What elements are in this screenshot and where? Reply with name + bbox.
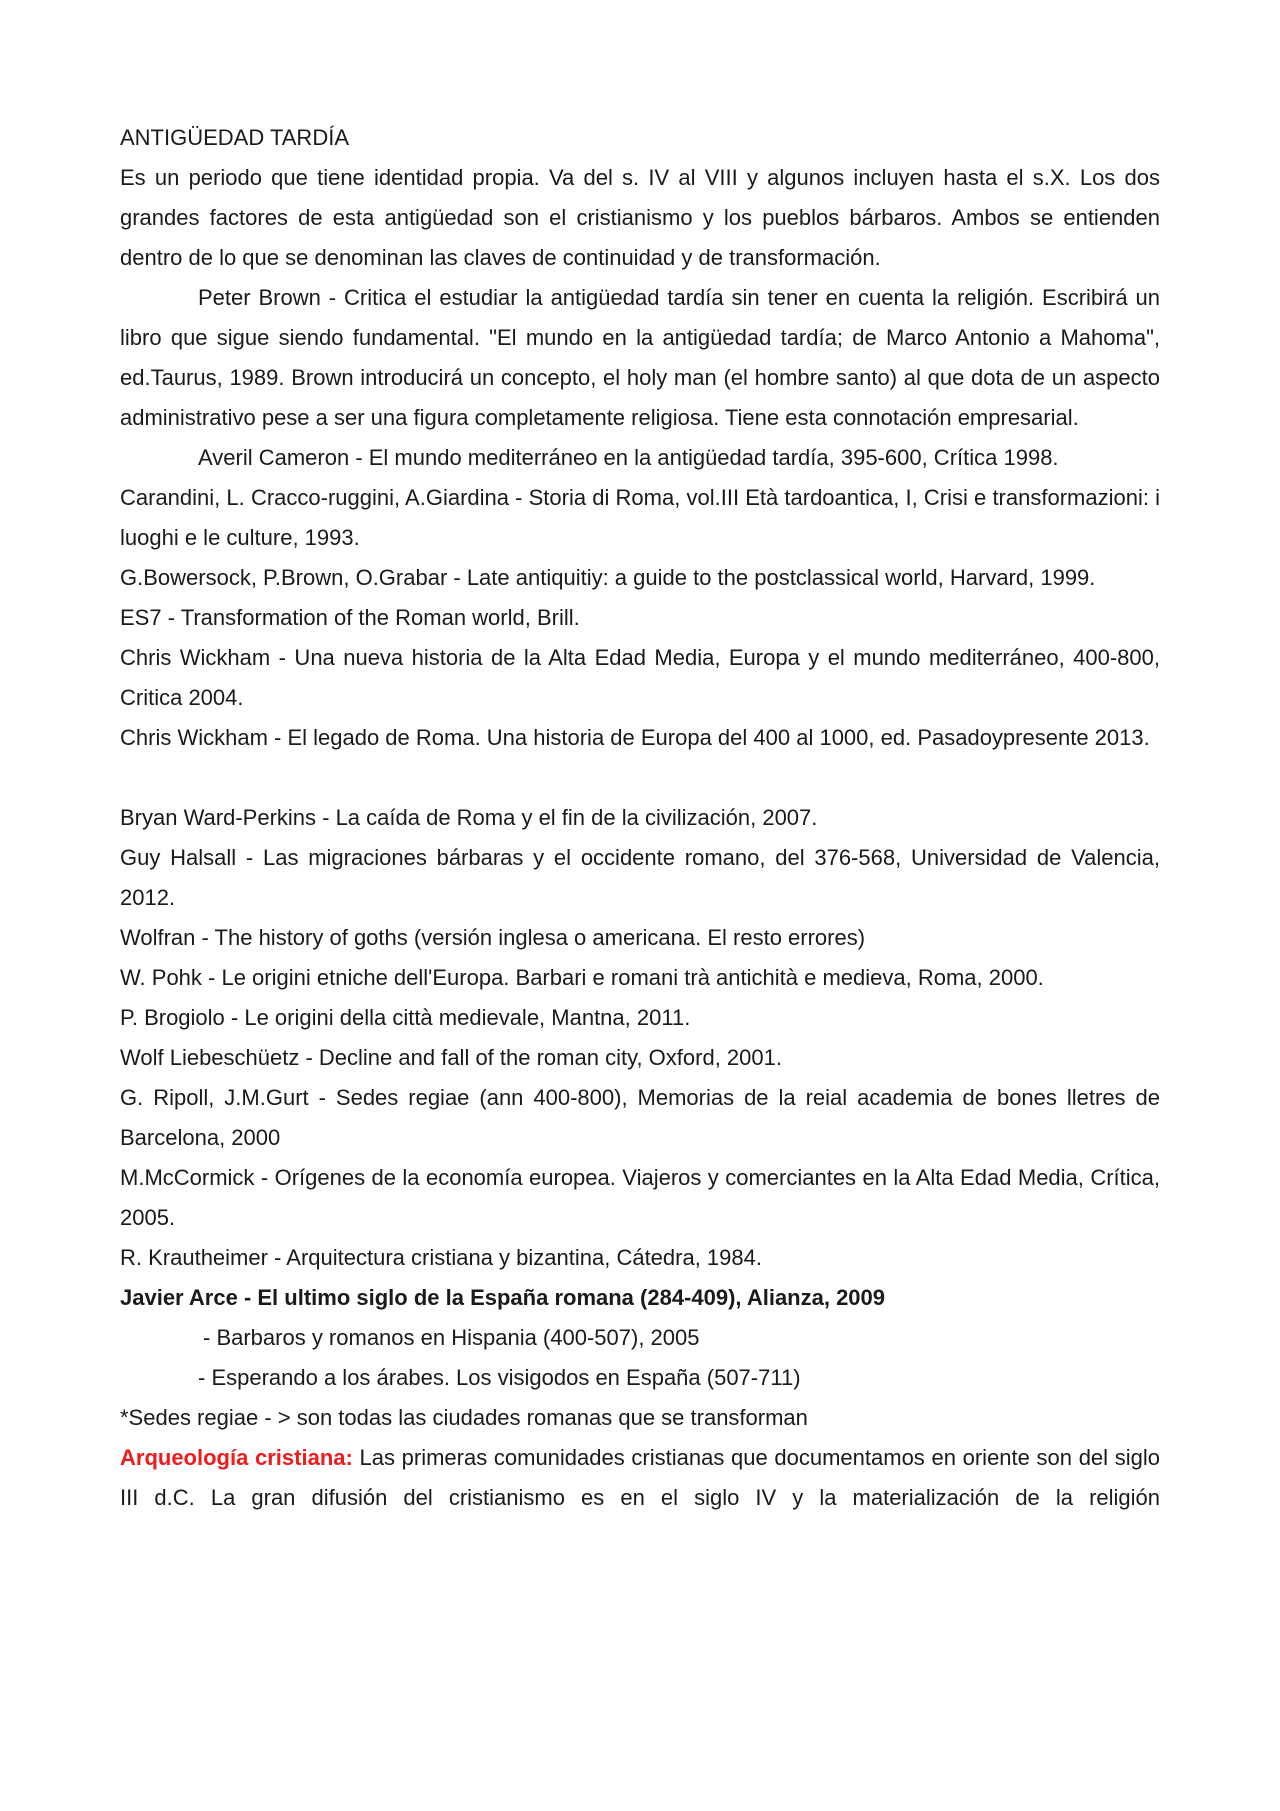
cameron-reference: Averil Cameron - El mundo mediterráneo en la antigüedad tardía, 395-600, Crítica 1998.	[198, 445, 1059, 470]
reference-item: Bryan Ward-Perkins - La caída de Roma y el fin de la civilización, 2007.	[120, 805, 818, 830]
arqueologia-paragraph	[120, 1438, 1160, 1518]
reference-item: R. Krautheimer - Arquitectura cristiana y bizantina, Cátedra, 1984.	[120, 1245, 762, 1270]
reference-item: G.Bowersock, P.Brown, O.Grabar - Late antiquitiy: a guide to the postclassical world, Harvard, 1999.	[120, 565, 1096, 590]
reference-item: ES7 - Transformation of the Roman world, Brill.	[120, 605, 580, 630]
reference-item: Wolfran - The history of goths (versión inglesa o americana. El resto errores)	[120, 925, 866, 950]
brown-paragraph: Peter Brown - Critica el estudiar la antigüedad tardía sin tener en cuenta la religión. Escribirá un libro que sigue siendo fundamental. "El mundo en la antigüedad tardía; de Marco Antonio a Mahoma", ed.Taurus, 1989. Brown introducirá un concepto, el holy man (el hombre santo) al que dota de un aspecto administrativo pese a ser una figura completamente religiosa. Tiene esta connotación empresarial.	[120, 285, 1160, 430]
arqueologia-heading: Arqueología cristiana:	[120, 1445, 353, 1470]
intro-paragraph: Es un periodo que tiene identidad propia. Va del s. IV al VIII y algunos incluyen hasta el s.X. Los dos grandes factores de esta antigüedad son el cristianismo y los pueblos bárbaros. Ambos se entienden dentro de lo que se denominan las claves de continuidad y de transformación.	[120, 165, 1160, 270]
document-title: ANTIGÜEDAD TARDÍA	[120, 125, 349, 150]
reference-item: Chris Wickham - Una nueva historia de la Alta Edad Media, Europa y el mundo mediterráneo, 400-800, Critica 2004.	[120, 645, 1160, 710]
reference-item: M.McCormick - Orígenes de la economía europea. Viajeros y comerciantes en la Alta Edad Media, Crítica, 2005.	[120, 1165, 1160, 1230]
arce-reference-bold: Javier Arce - El ultimo siglo de la España romana (284-409), Alianza, 2009	[120, 1285, 886, 1310]
reference-item: Wolf Liebeschüetz - Decline and fall of the roman city, Oxford, 2001.	[120, 1045, 782, 1070]
reference-item: Carandini, L. Cracco-ruggini, A.Giardina - Storia di Roma, vol.III Età tardoantica, I, Crisi e transformazioni: i luoghi e le culture, 1993.	[120, 485, 1160, 550]
reference-item: G. Ripoll, J.M.Gurt - Sedes regiae (ann 400-800), Memorias de la reial academia de bones lletres de Barcelona, 2000	[120, 1085, 1160, 1150]
reference-item: Chris Wickham - El legado de Roma. Una historia de Europa del 400 al 1000, ed. Pasadoypresente 2013.	[120, 725, 1150, 750]
arqueologia-text: Las primeras comunidades cristianas que documentamos en oriente son del siglo III d.C. La gran difusión del cristianismo es en el siglo IV y la materialización de la religión	[120, 1445, 1160, 1510]
arce-subreference: - Esperando a los árabes. Los visigodos en España (507-711)	[198, 1365, 801, 1390]
reference-item: W. Pohk - Le origini etniche dell'Europa. Barbari e romani trà antichità e medieva, Roma, 2000.	[120, 965, 1044, 990]
sedes-note: *Sedes regiae - > son todas las ciudades romanas que se transforman	[120, 1405, 808, 1430]
blank-line	[120, 758, 1160, 798]
reference-item: P. Brogiolo - Le origini della città medievale, Mantna, 2011.	[120, 1005, 691, 1030]
reference-item: Guy Halsall - Las migraciones bárbaras y el occidente romano, del 376-568, Universidad de Valencia, 2012.	[120, 845, 1160, 910]
document-page	[120, 118, 1160, 1518]
arce-subreference: - Barbaros y romanos en Hispania (400-507), 2005	[203, 1325, 700, 1350]
